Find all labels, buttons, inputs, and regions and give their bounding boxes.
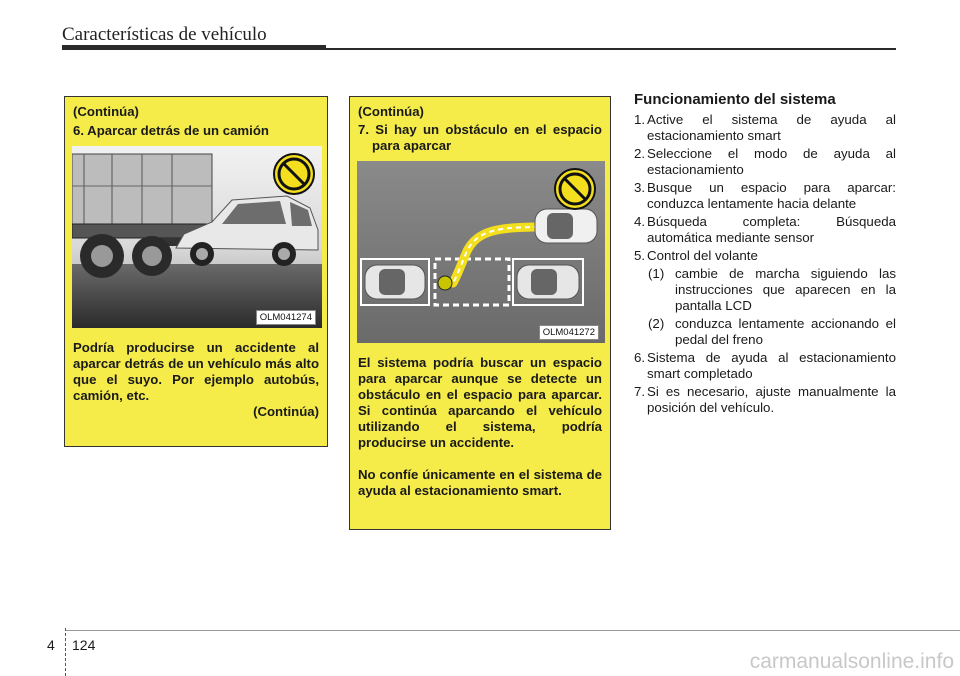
obstacle-parking-figure xyxy=(357,161,603,343)
page-number: 124 xyxy=(72,637,96,653)
prohibit-icon xyxy=(274,154,314,194)
page-header-title: Características de vehículo xyxy=(62,24,267,45)
list-item: 7. Si es necesario, ajuste manualmente la posición del vehículo. xyxy=(634,384,896,415)
footer-rule xyxy=(65,630,960,631)
sub-list-item: (2) conduzca lentamente accionando el pedal del freno xyxy=(648,316,896,347)
box-heading: 6. Aparcar detrás de un camión xyxy=(73,123,269,138)
list-item: 3. Busque un espacio para aparcar: conduzca lentamente hacia delante xyxy=(634,180,896,211)
box-body-emphasis: No confíe únicamente en el sistema de ayuda al estacionamiento smart. xyxy=(358,467,602,498)
header-rule xyxy=(62,45,326,50)
continued-label: (Continúa) xyxy=(358,104,424,119)
truck-illustration xyxy=(72,146,322,328)
figure-code: OLM041274 xyxy=(256,310,316,325)
continued-label: (Continúa) xyxy=(73,104,139,119)
parking-space-illustration xyxy=(357,161,605,343)
list-item: 1. Active el sistema de ayuda al estacionamiento smart xyxy=(634,112,896,143)
warning-box-obstacle xyxy=(349,96,611,530)
footer-divider xyxy=(65,628,66,676)
box-body: Podría producirse un accidente al aparcar detrás de un vehículo más alto que el suyo. Por ejemplo autobús, camión, etc. xyxy=(73,340,319,403)
box-body: El sistema podría buscar un espacio para aparcar aunque se detecte un obstáculo en el espacio para aparcar. Si continúa aparcando el vehículo utilizando el sistema, podría producirse un accidente. xyxy=(358,355,602,450)
box-heading: 7. Si hay un obstáculo en el espacio para aparcar xyxy=(358,122,602,153)
figure-code: OLM041272 xyxy=(539,325,599,340)
continued-label-bottom: (Continúa) xyxy=(253,404,319,419)
watermark: carmanualsonline.info xyxy=(749,650,954,673)
section-title: Funcionamiento del sistema xyxy=(634,91,836,108)
chapter-number: 4 xyxy=(47,637,55,653)
list-item: 5. Control del volante xyxy=(634,248,758,263)
header-rule-thin xyxy=(326,48,896,50)
list-item: 6. Sistema de ayuda al estacionamiento smart completado xyxy=(634,350,896,381)
list-item: 4. Búsqueda completa: Búsqueda automática mediante sensor xyxy=(634,214,896,245)
list-item: 2. Seleccione el modo de ayuda al estacionamiento xyxy=(634,146,896,177)
truck-parking-figure xyxy=(72,146,320,328)
sub-list-item: (1) cambie de marcha siguiendo las instrucciones que aparecen en la pantalla LCD xyxy=(648,266,896,313)
system-operation-section xyxy=(634,92,896,418)
warning-box-truck xyxy=(64,96,328,447)
prohibit-icon xyxy=(555,169,595,209)
